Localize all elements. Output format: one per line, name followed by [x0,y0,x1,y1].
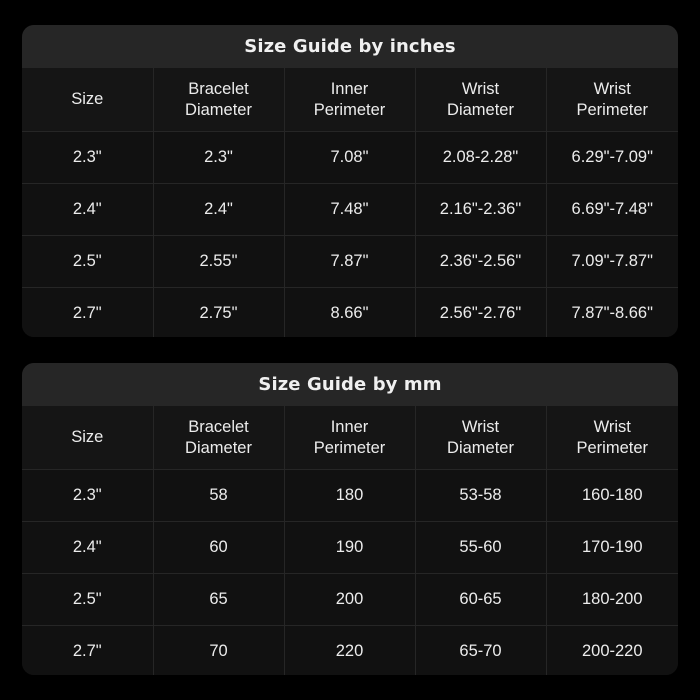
header-inner-perimeter [284,68,415,132]
header-label: Inner [330,417,369,436]
cell-wrist-diameter: 60-65 [415,574,546,626]
cell-inner-perimeter: 7.48" [284,184,415,236]
header-label: Bracelet [188,79,249,98]
table-row [22,626,678,676]
header-label: Wrist [593,79,631,98]
cell-size: 2.7" [22,626,153,676]
header-label: Wrist [593,417,631,436]
table-row [22,288,678,338]
header-wrist-perimeter [546,68,678,132]
header-label: Bracelet [188,417,249,436]
header-label: Size [71,428,104,446]
cell-size: 2.5" [22,236,153,288]
cell-wrist-perimeter: 7.87"-8.66" [546,288,678,338]
cell-wrist-diameter: 55-60 [415,522,546,574]
header-label: Diameter [185,100,252,119]
header-wrist-diameter [415,406,546,470]
cell-wrist-perimeter: 170-190 [546,522,678,574]
header-label: Wrist [461,417,500,436]
header-label: Diameter [447,100,514,119]
cell-wrist-diameter: 2.08-2.28" [415,132,546,184]
header-row [22,68,678,132]
size-guide-inches-card [22,25,678,337]
cell-inner-perimeter: 180 [284,470,415,522]
cell-wrist-perimeter: 180-200 [546,574,678,626]
cell-wrist-perimeter: 7.09"-7.87" [546,236,678,288]
header-size [22,406,153,470]
cell-wrist-diameter: 53-58 [415,470,546,522]
header-label: Perimeter [313,100,386,119]
header-label: Inner [330,79,369,98]
cell-wrist-perimeter: 6.29"-7.09" [546,132,678,184]
cell-bracelet-diameter: 2.55" [153,236,284,288]
header-label: Size [71,90,104,108]
table-row [22,132,678,184]
header-size [22,68,153,132]
header-bracelet-diameter [153,406,284,470]
cell-size: 2.4" [22,522,153,574]
table-row [22,184,678,236]
cell-size: 2.5" [22,574,153,626]
size-guide-mm-card [22,363,678,675]
cell-inner-perimeter: 220 [284,626,415,676]
header-inner-perimeter [284,406,415,470]
size-guide-mm-table [22,406,678,675]
size-guide-inches-title: Size Guide by inches [22,25,678,68]
cell-size: 2.7" [22,288,153,338]
cell-bracelet-diameter: 70 [153,626,284,676]
header-label: Perimeter [576,438,649,457]
cell-bracelet-diameter: 58 [153,470,284,522]
cell-bracelet-diameter: 2.3" [153,132,284,184]
cell-wrist-perimeter: 6.69"-7.48" [546,184,678,236]
size-guide-mm-title: Size Guide by mm [22,363,678,406]
table-row [22,236,678,288]
header-label: Perimeter [313,438,386,457]
cell-wrist-perimeter: 160-180 [546,470,678,522]
cell-inner-perimeter: 200 [284,574,415,626]
cell-size: 2.4" [22,184,153,236]
header-bracelet-diameter [153,68,284,132]
size-guide-inches-table [22,68,678,337]
cell-wrist-diameter: 2.36"-2.56" [415,236,546,288]
cell-inner-perimeter: 8.66" [284,288,415,338]
cell-bracelet-diameter: 65 [153,574,284,626]
cell-bracelet-diameter: 2.75" [153,288,284,338]
header-wrist-perimeter [546,406,678,470]
header-label: Diameter [185,438,252,457]
cell-wrist-diameter: 2.56"-2.76" [415,288,546,338]
cell-wrist-diameter: 65-70 [415,626,546,676]
header-label: Diameter [447,438,514,457]
cell-size: 2.3" [22,470,153,522]
header-label: Wrist [461,79,500,98]
cell-bracelet-diameter: 60 [153,522,284,574]
table-row [22,574,678,626]
cell-wrist-perimeter: 200-220 [546,626,678,676]
cell-inner-perimeter: 7.08" [284,132,415,184]
table-row [22,522,678,574]
header-wrist-diameter [415,68,546,132]
table-row [22,470,678,522]
header-row [22,406,678,470]
header-label: Perimeter [576,100,649,119]
cell-wrist-diameter: 2.16"-2.36" [415,184,546,236]
cell-bracelet-diameter: 2.4" [153,184,284,236]
cell-size: 2.3" [22,132,153,184]
cell-inner-perimeter: 190 [284,522,415,574]
cell-inner-perimeter: 7.87" [284,236,415,288]
